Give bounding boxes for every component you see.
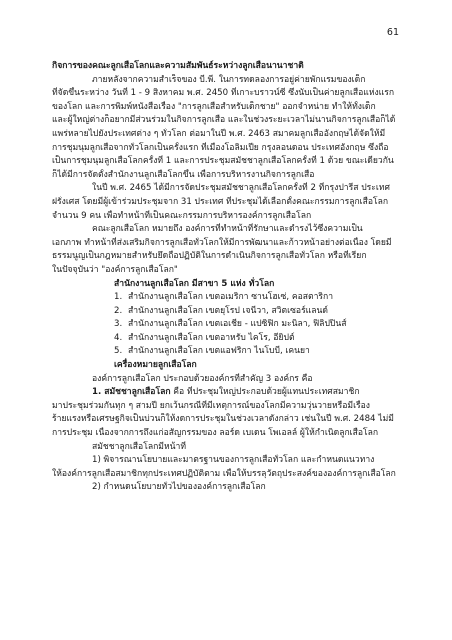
office-text: สำนักงานลูกเสือโลก เขตยุโรป เจนีวา, สวิตเซอร์แลนด์	[128, 305, 328, 316]
paragraph-line: ฝรั่งเศส โดยมีผู้เข้าร่วมประชุมจาก 31 ประเทศ ที่ประชุมได้เลือกตั้งคณะกรรมการลูกเสือโลก	[52, 196, 389, 207]
office-number: 2.	[114, 305, 123, 316]
paragraph-line: เป็นการชุมนุมลูกเสือโลกครั้งที่ 1 และการประชุมสมัชชาลูกเสือโลกครั้งที่ 1 ด้วย ขณะเดียวกัน	[52, 156, 394, 167]
duties-intro: สมัชชาลูกเสือโลกมีหน้าที่	[92, 441, 186, 452]
paragraph-line: ในปัจจุบันว่า "องค์การลูกเสือโลก"	[52, 264, 178, 275]
paragraph-line: จำนวน 9 คน เพื่อทำหน้าที่เป็นคณะกรรมการบริหารองค์การลูกเสือโลก	[52, 210, 312, 221]
office-text: สำนักงานลูกเสือโลก เขตอาหรับ ไคโร, อียิปต์	[128, 332, 295, 343]
paragraph-line: ธรรมนูญเป็นกฎหมายสำหรับยึดถือปฏิบัติในการดำเนินกิจการลูกเสือทั่วโลก หรือที่เรียก	[52, 251, 367, 262]
org-intro: องค์การลูกเสือโลก ประกอบด้วยองค์กรที่สำคัญ 3 องค์กร คือ	[92, 373, 313, 384]
duty-item: 1) พิจารณานโยบายและมาตรฐานของการลูกเสือทั่วโลก และกำหนดแนวทาง	[92, 455, 375, 466]
paragraph-line: และผู้ใหญ่ต่างก็อยากมีส่วนร่วมในกิจการลูกเสือ และในช่วงระยะเวลาไม่นานกิจการลูกเสือก็ได้	[52, 115, 396, 126]
office-number: 5.	[114, 346, 123, 357]
offices-heading: สำนักงานลูกเสือโลก มีสาขา 5 แห่ง ทั่วโลก	[114, 278, 275, 289]
paragraph-line: แพร่หลายไปยังประเทศต่าง ๆ ทั่วโลก ต่อมาในปี พ.ศ. 2463 สมาคมลูกเสืออังกฤษได้จัดให้มี	[52, 128, 386, 139]
paragraph-line: เอกภาพ ทำหน้าที่ส่งเสริมกิจการลูกเสือทั่วโลกให้มีการพัฒนาและก้าวหน้าอย่างต่อเนื่อง โดยมี	[52, 237, 392, 248]
office-text: สำนักงานลูกเสือโลก เขตอเมริกา ซานโฮเซ่, คอสตาริกา	[128, 292, 334, 303]
office-number: 3.	[114, 319, 123, 330]
assembly-line	[52, 386, 409, 400]
assembly-text: คือ ที่ประชุมใหญ่ประกอบด้วยผู้แทนประเทศสมาชิก	[170, 387, 360, 398]
office-item	[114, 291, 409, 305]
office-item	[114, 318, 409, 332]
paragraph-line: ร้ายแรงหรือเศรษฐกิจเป็นบ่วนก็ให้งดการประชุมในช่วงเวลาดังกล่าว เช่นในปี พ.ศ. 2484 ไม่มี	[52, 414, 394, 425]
paragraph-line: คณะลูกเสือโลก หมายถึง องค์การที่ทำหน้าที่รักษาและดำรงไว้ซึ่งความเป็น	[92, 224, 363, 235]
office-item	[114, 332, 409, 346]
paragraph-line: ก็ได้มีการจัดตั้งสำนักงานลูกเสือโลกขึ้น เพื่อการบริหารงานกิจการลูกเสือ	[52, 169, 315, 180]
paragraph-line: การประชุม เนื่องจากการถึงแก่อสัญกรรมของ ลอร์ด เบเดน โพเอลล์ ผู้ให้กำเนิดลูกเสือโลก	[52, 428, 379, 439]
assembly-label: 1. สมัชชาลูกเสือโลก	[92, 387, 171, 398]
paragraph-line: มาประชุมร่วมกันทุก ๆ สามปี ยกเว้นกรณีที่มีเหตุการณ์ของโลกมีความวุ่นวายหรือมีเรื่อง	[52, 400, 370, 411]
paragraph-line: ของโลก และการพิมพ์หนังสือเรื่อง "การลูกเสือสำหรับเด็กชาย" ออกจำหน่าย ทำให้ทั้งเด็ก	[52, 101, 376, 112]
paragraph-line: ภายหลังจากความสำเร็จของ บี.พี. ในการทดลองการอยู่ค่ายพักแรมของเด็ก	[92, 74, 366, 85]
paragraph-line: ให้องค์การลูกเสือสมาชิกทุกประเทศปฏิบัติตาม เพื่อให้บรรลุวัตถุประสงค์ขององค์การลูกเสือโลก	[52, 468, 396, 479]
duty-item: 2) กำหนดนโยบายทั่วไปขององค์การลูกเสือโลก	[92, 482, 266, 493]
emblem-heading: เครื่องหมายลูกเสือโลก	[114, 360, 197, 371]
page-content	[52, 60, 409, 495]
office-item	[114, 345, 409, 359]
office-item	[114, 305, 409, 319]
page-number: 61	[386, 27, 399, 38]
office-number: 4.	[114, 332, 123, 343]
office-number: 1.	[114, 292, 123, 303]
office-text: สำนักงานลูกเสือโลก เขตเอเชีย - แปซิฟิก มะนิลา, ฟิลิปปินส์	[128, 319, 347, 330]
paragraph-line: ที่จัดขึ้นระหว่าง วันที่ 1 - 9 สิงหาคม พ.ศ. 2450 ที่เกาะบราวน์ซี ซึ่งนับเป็นค่ายลูกเสือแห่งแรก	[52, 88, 395, 99]
paragraph-line: การชุมนุมลูกเสือจากทั่วโลกเป็นครั้งแรก ที่เมืองโอลิมเปีย กรุงลอนดอน ประเทศอังกฤษ ซึ่งถือ	[52, 142, 389, 153]
office-text: สำนักงานลูกเสือโลก เขตแอฟริกา ไนโบบี, เคนยา	[128, 346, 310, 357]
section-heading: กิจการของคณะลูกเสือโลกและความสัมพันธ์ระหว่างลูกเสือนานาชาติ	[52, 61, 304, 71]
paragraph-line: ในปี พ.ศ. 2465 ได้มีการจัดประชุมสมัชชาลูกเสือโลกครั้งที่ 2 ที่กรุงปารีส ประเทศ	[92, 183, 390, 194]
